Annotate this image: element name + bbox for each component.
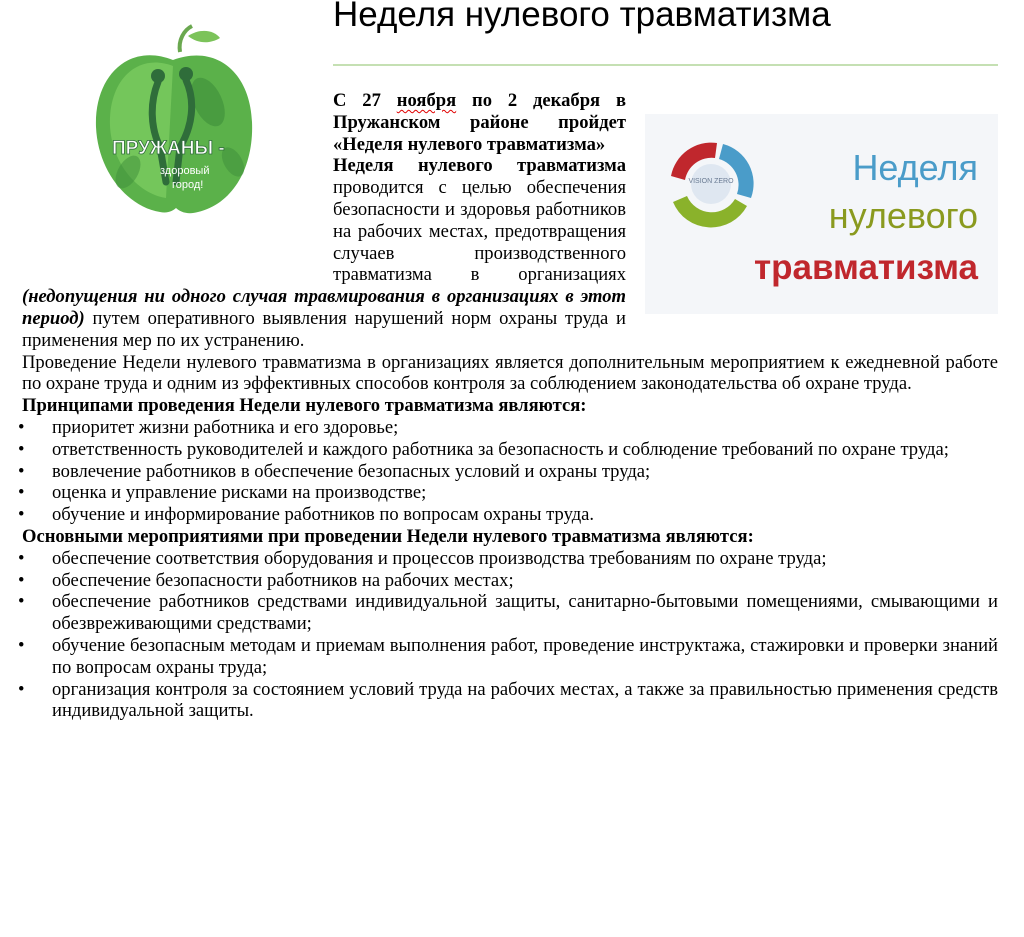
- bullet-icon: •: [18, 569, 25, 591]
- bullet-icon: •: [18, 591, 25, 613]
- intro-announcement: по 2 декабря в Пружанском районе пройдет «Неделя нулевого травматизма»: [333, 90, 626, 155]
- page-title: Неделя нулевого травматизма: [333, 0, 831, 34]
- logo-sub-text-2: город!: [172, 179, 204, 191]
- intro-bold-italic-note: (недопущения ни одного случая травмирования в организациях в этот период): [22, 286, 626, 329]
- intro-purpose-text: проводится с целью обеспечения безопасности и здоровья работников на рабочих местах, предотвращения случаев производственного травматизма в организациях: [333, 177, 626, 286]
- bullet-icon: •: [18, 678, 25, 700]
- ring-center-text: VISION ZERO: [688, 178, 734, 185]
- list-item: • организация контроля за состоянием условий труда на рабочих местах, а также за правильностью применения средств индивидуальной защиты.: [18, 678, 998, 722]
- bullet-icon: •: [18, 460, 25, 482]
- list-item: • обеспечение безопасности работников на рабочих местах;: [18, 569, 514, 591]
- list-item: • обучение безопасным методам и приемам выполнения работ, проведение инструктажа, стажировки и проверки знаний по вопросам охраны труда;: [18, 634, 998, 678]
- activities-heading: Основными мероприятиями при проведении Недели нулевого травматизма являются:: [22, 525, 754, 547]
- logo-main-text: ПРУЖАНЫ -: [112, 138, 225, 159]
- intro-month-word: ноября: [396, 90, 457, 111]
- title-rule: [333, 64, 998, 66]
- intro-bold-lead: Неделя нулевого травматизма: [333, 155, 626, 177]
- intro-purpose-end: путем оперативного выявления нарушений норм охраны труда и применения мер по их устранению.: [22, 307, 626, 351]
- list-item: • вовлечение работников в обеспечение безопасных условий и охраны труда;: [18, 460, 651, 482]
- list-item: • обучение и информирование работников по вопросам охраны труда.: [18, 504, 595, 526]
- bullet-icon: •: [18, 438, 25, 460]
- principles-heading: Принципами проведения Недели нулевого травматизма являются:: [22, 395, 587, 417]
- bullet-icon: •: [18, 482, 25, 504]
- logo-sub-text-1: здоровый: [160, 165, 210, 177]
- intro-paragraph-3: Проведение Недели нулевого травматизма в организациях является дополнительным мероприятием к ежедневной работе по охране труда и одним из эффективных способов контроля за соблюдением законодательства об охране труда.: [22, 351, 998, 395]
- list-item: • обеспечение соответствия оборудования и процессов производства требованиям по охране труда;: [18, 547, 827, 569]
- list-item: • приоритет жизни работника и его здоровье;: [18, 416, 399, 438]
- list-item: • обеспечение работников средствами индивидуальной защиты, санитарно-бытовыми помещениями, смывающими и обезвреживающими средствами;: [18, 591, 998, 635]
- document-body: [18, 90, 998, 722]
- bullet-icon: •: [18, 634, 25, 656]
- bullet-icon: •: [18, 416, 25, 438]
- intro-date-start: С 27: [333, 90, 397, 111]
- principles-list: [18, 416, 998, 526]
- bullet-icon: •: [18, 547, 25, 569]
- banner-line-2: нулевого: [828, 195, 978, 236]
- list-item: • оценка и управление рисками на производстве;: [18, 482, 427, 504]
- bullet-icon: •: [18, 504, 25, 526]
- activities-list: [18, 547, 998, 722]
- banner-line-3: травматизма: [753, 248, 978, 287]
- list-item: • ответственность руководителей и каждого работника за безопасность и соблюдение требований по охране труда;: [18, 438, 949, 460]
- banner-line-1: Неделя: [852, 147, 978, 188]
